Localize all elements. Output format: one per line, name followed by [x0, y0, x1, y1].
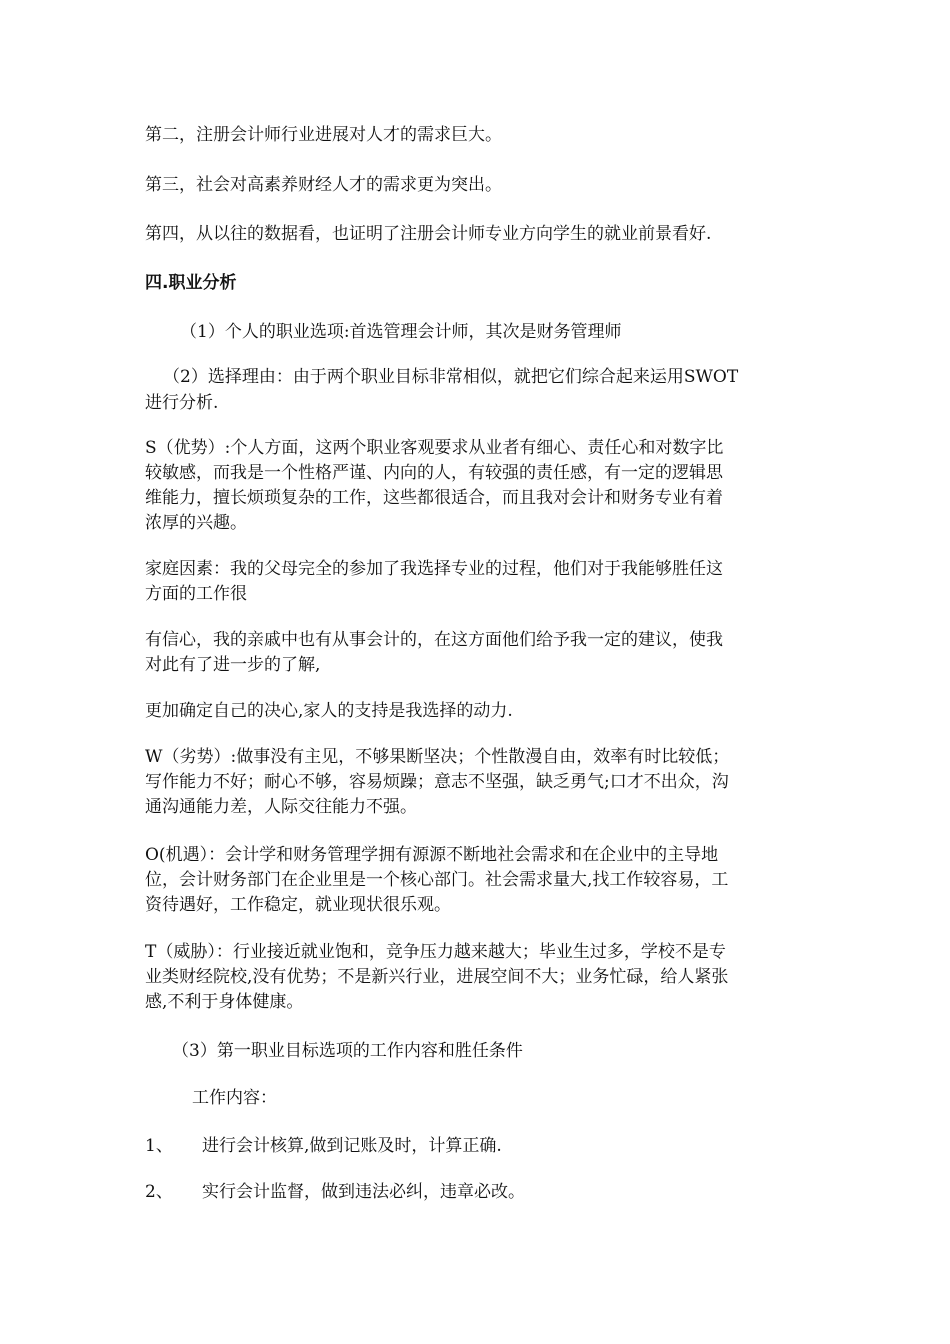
family-line-1: 家庭因素：我的父母完全的参加了我选择专业的过程，他们对于我能够胜任这	[145, 559, 723, 579]
paragraph-second: 第二，注册会计师行业进展对人才的需求巨大。	[145, 125, 502, 145]
list-item-1-number: 1、	[145, 1136, 173, 1156]
family-line-2: 方面的工作很	[145, 584, 247, 604]
strengths-line-2: 较敏感，而我是一个性格严谨、内向的人，有较强的责任感，有一定的逻辑思	[145, 463, 723, 483]
section-heading: 四.职业分析	[145, 273, 237, 293]
strengths-line-3: 维能力，擅长烦琐复杂的工作，这些都很适合，而且我对会计和财务专业有着	[145, 488, 723, 508]
confidence-line-2: 对此有了进一步的了解,	[145, 655, 321, 675]
confidence-line-1: 有信心，我的亲戚中也有从事会计的，在这方面他们给予我一定的建议，使我	[145, 630, 723, 650]
item-reason-line-2: 进行分析.	[145, 393, 219, 413]
opportunities-line-1: O(机遇）：会计学和财务管理学拥有源源不断地社会需求和在企业中的主导地	[145, 845, 719, 865]
weaknesses-line-3: 通沟通能力差，人际交往能力不强。	[145, 797, 417, 817]
item-reason-line-1: （2）选择理由：由于两个职业目标非常相似，就把它们综合起来运用SWOT	[163, 367, 739, 387]
opportunities-line-3: 资待遇好，工作稳定，就业现状很乐观。	[145, 895, 451, 915]
opportunities-line-2: 位，会计财务部门在企业里是一个核心部门。社会需求量大,找工作较容易，工	[145, 870, 729, 890]
paragraph-fourth: 第四，从以往的数据看，也证明了注册会计师专业方向学生的就业前景看好.	[145, 224, 712, 244]
threats-line-2: 业类财经院校,没有优势；不是新兴行业，进展空间不大；业务忙碌，给人紧张	[145, 967, 729, 987]
paragraph-third: 第三，社会对高素养财经人才的需求更为突出。	[145, 175, 502, 195]
threats-line-1: T（威胁）：行业接近就业饱和，竞争压力越来越大；毕业生过多，学校不是专	[145, 942, 726, 962]
item-career-choice: （1）个人的职业选项:首选管理会计师，其次是财务管理师	[180, 322, 622, 342]
list-item-2-text: 实行会计监督，做到违法必纠，违章必改。	[202, 1182, 525, 1202]
determination-line: 更加确定自己的决心,家人的支持是我选择的动力.	[145, 701, 513, 721]
item-work-content-heading: （3）第一职业目标选项的工作内容和胜任条件	[172, 1041, 523, 1061]
list-item-2-number: 2、	[145, 1182, 173, 1202]
work-content-label: 工作内容：	[192, 1088, 277, 1108]
strengths-line-4: 浓厚的兴趣。	[145, 513, 247, 533]
weaknesses-line-1: W（劣势）:做事没有主见，不够果断坚决；个性散漫自由，效率有时比较低；	[145, 747, 730, 767]
list-item-1-text: 进行会计核算,做到记账及时，计算正确.	[202, 1136, 502, 1156]
threats-line-3: 感,不利于身体健康。	[145, 992, 304, 1012]
weaknesses-line-2: 写作能力不好；耐心不够，容易烦躁；意志不坚强，缺乏勇气;口才不出众，沟	[145, 772, 729, 792]
strengths-line-1: S（优势）:个人方面，这两个职业客观要求从业者有细心、责任心和对数字比	[145, 438, 724, 458]
